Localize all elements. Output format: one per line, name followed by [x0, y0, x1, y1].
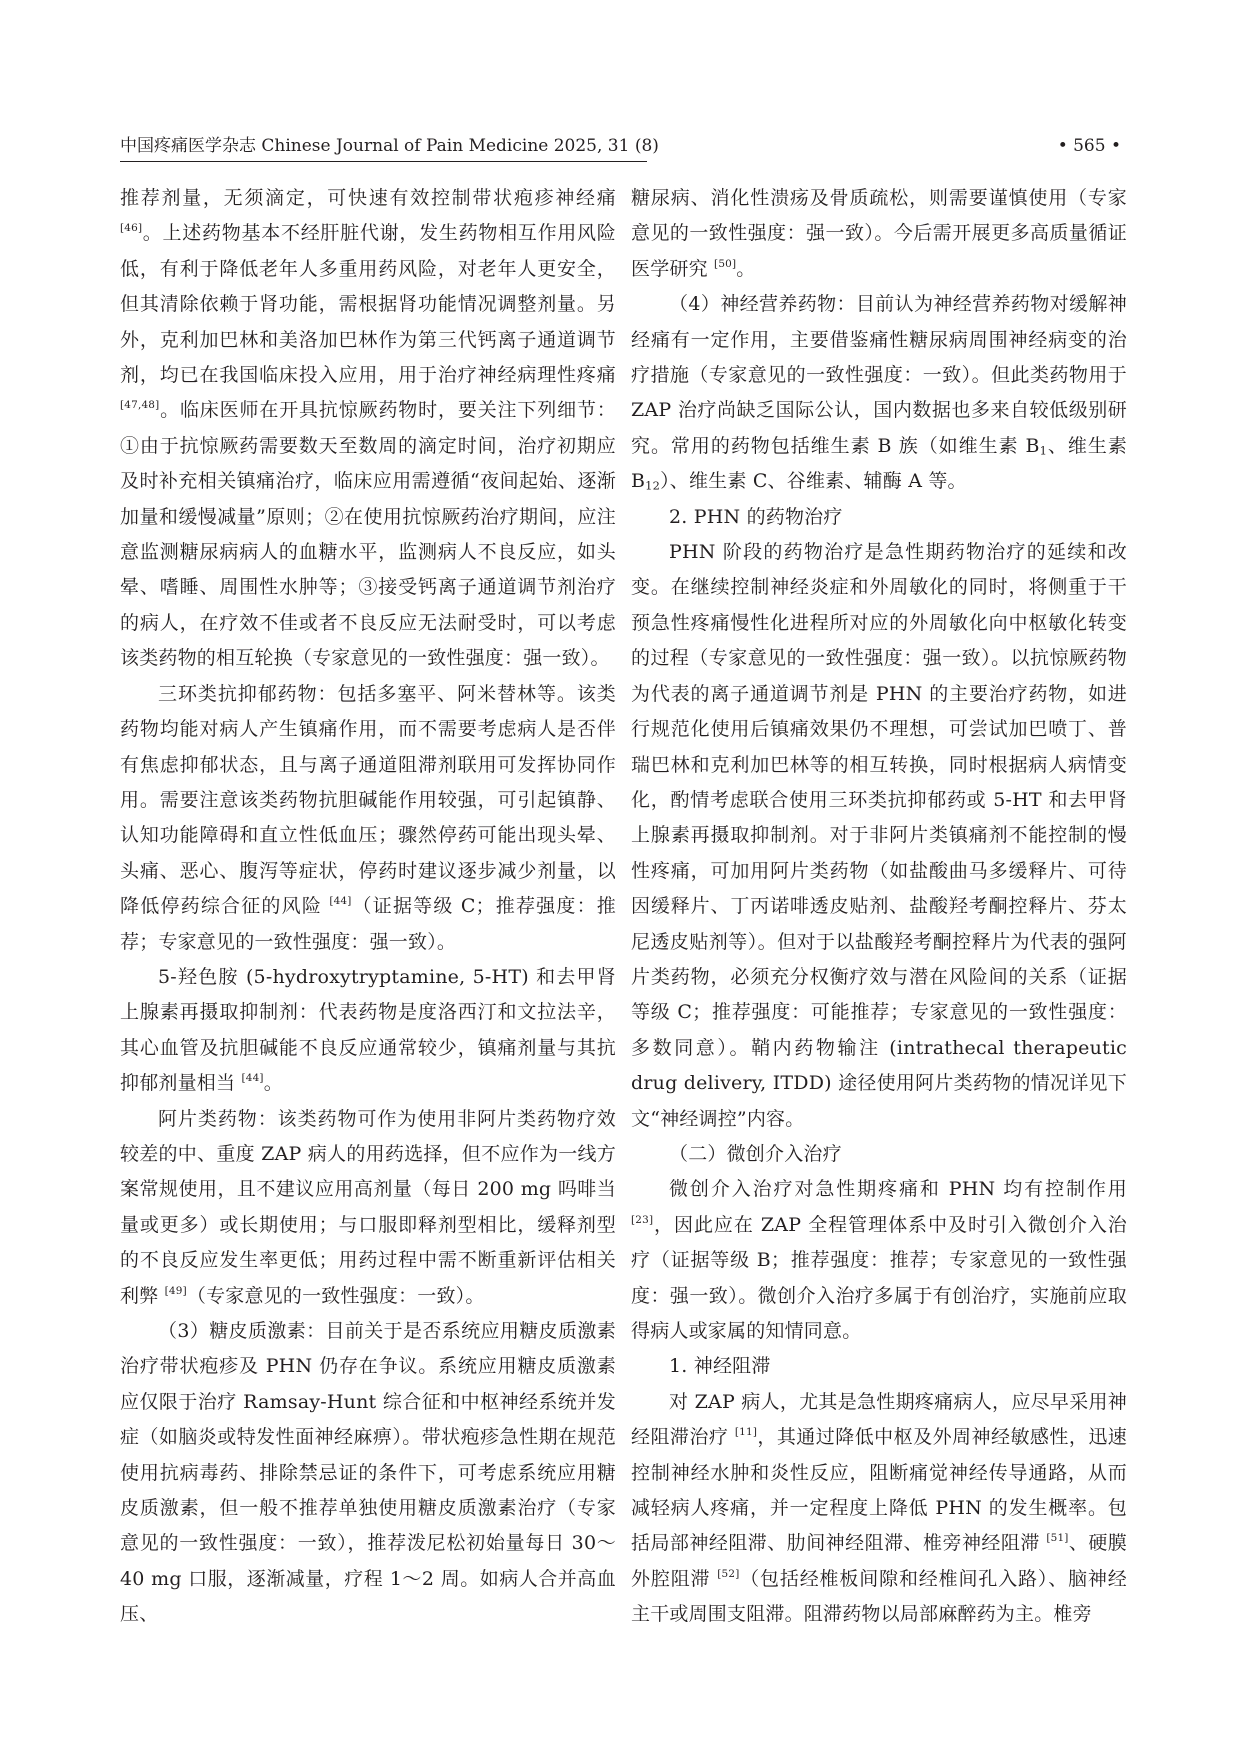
paragraph: [120, 1102, 616, 1314]
paragraph: [631, 181, 1127, 287]
citation-ref: [49]: [164, 1284, 187, 1297]
paragraph: [631, 287, 1127, 499]
text-run: 。临床医师在开具抗惊厥药物时，要关注下列细节：①由于抗惊厥药需要数天至数周的滴定时间，治疗初期应及时补充相关镇痛治疗，临床应用需遵循“夜间起始、逐渐加量和缓慢减量”原则；②在使用抗惊厥药治疗期间，应注意监测糖尿病病人的血糖水平，监测病人不良反应，如头晕、嗜睡、周围性水肿等；③接受钙离子通道调节剂治疗的病人，在疗效不佳或者不良反应无法耐受时，可以考虑该类药物的相互轮换（专家意见的一致性强度：强一致）。: [120, 399, 616, 670]
paragraph: [631, 1385, 1127, 1633]
paragraph: [120, 960, 616, 1102]
header-rule: [120, 161, 647, 162]
text-run: （证据等级 C；推荐强度：推荐；专家意见的一致性强度：强一致）。: [120, 895, 616, 953]
text-run: （包括经椎板间隙和经椎间孔入路）、脑神经主干或周围支阻滞。阻滞药物以局部麻醉药为主。椎旁: [631, 1567, 1127, 1626]
subscript: 12: [645, 478, 661, 493]
text-run: PHN 阶段的药物治疗是急性期药物治疗的延续和改变。在继续控制神经炎症和外周敏化的同时，将侧重于干预急性疼痛慢性化进程所对应的外周敏化向中枢敏化转变的过程（专家意见的一致性强度：强一致）。以抗惊厥药物为代表的离子通道调节剂是 PHN 的主要治疗药物，如进行规范化使用后镇痛效果仍不理想，可尝试加巴喷丁、普瑞巴林和克利加巴林等的相互转换，同时根据病人病情变化，酌情考虑联合使用三环类抗抑郁药或 5-HT 和去甲肾上腺素再摄取抑制剂。对于非阿片类镇痛剂不能控制的慢性疼痛，可加用阿片类药物（如盐酸曲马多缓释片、可待因缓释片、丁丙诺啡透皮贴剂、盐酸羟考酮控释片、芬太尼透皮贴剂等）。但对于以盐酸羟考酮控释片为代表的强阿片类药物，必须充分权衡疗效与潜在风险间的关系（证据等级 C；推荐强度：可能推荐；专家意见的一致性强度：多数同意）。鞘内药物输注 (intrathecal therapeutic drug delivery, ITDD) 途径使用阿片类药物的情况详见下文“神经调控”内容。: [631, 541, 1127, 1130]
citation-ref: [44]: [241, 1072, 264, 1085]
text-run: 。上述药物基本不经肝脏代谢，发生药物相互作用风险低，有利于降低老年人多重用药风险，对老年人更安全，但其清除依赖于肾功能，需根据肾功能情况调整剂量。另外，克利加巴林和美洛加巴林作为第三代钙离子通道调节剂，均已在我国临床投入应用，用于治疗神经病理性疼痛: [120, 222, 616, 387]
text-run: 对 ZAP 病人，尤其是急性期疼痛病人，应尽早采用神经阻滞治疗: [631, 1390, 1127, 1449]
page-number: • 565 •: [1057, 136, 1121, 156]
text-run: ，其通过降低中枢及外周神经敏感性，迅速控制神经水肿和炎性反应，阻断痛觉神经传导通路，从而减轻病人疼痛，并一定程度上降低 PHN 的发生概率。包括局部神经阻滞、肋间神经阻滞、椎旁神经阻滞: [631, 1426, 1127, 1555]
text-run: 2. PHN 的药物治疗: [669, 505, 843, 528]
text-run: 1. 神经阻滞: [669, 1355, 771, 1378]
text-run: （4）神经营养药物：目前认为神经营养药物对缓解神经痛有一定作用，主要借鉴痛性糖尿病周围神经病变的治疗措施（专家意见的一致性强度：一致）。但此类药物用于 ZAP 治疗尚缺乏国际公认，国内数据也多来自较低级别研究。常用的药物包括维生素 B 族（如维生素 B: [631, 293, 1127, 457]
paragraph: [120, 181, 616, 677]
right-column: [631, 181, 1127, 1633]
text-run: 微创介入治疗对急性期疼痛和 PHN 均有控制作用: [669, 1178, 1127, 1201]
text-run: 、硬膜外腔阻滞: [631, 1532, 1127, 1590]
subscript: 1: [1039, 443, 1048, 458]
citation-ref: [11]: [734, 1426, 758, 1439]
citation-ref: [52]: [717, 1568, 740, 1581]
citation-ref: [46]: [120, 222, 143, 235]
text-run: 5-羟色胺 (5-hydroxytryptamine, 5-HT) 和去甲肾上腺素再摄取抑制剂：代表药物是度洛西汀和文拉法辛，其心血管及抗胆碱能不良反应通常较少，镇痛剂量与其抗抑郁剂量相当: [120, 965, 616, 1095]
journal-title: 中国疼痛医学杂志 Chinese Journal of Pain Medicine 2025, 31 (8): [120, 136, 659, 156]
citation-ref: [23]: [631, 1213, 654, 1226]
paragraph: [631, 1349, 1127, 1384]
paragraph: [120, 677, 616, 960]
text-run: 、维生素 B: [631, 434, 1127, 493]
paragraph: [631, 535, 1127, 1137]
text-run: 阿片类药物：该类药物可作为使用非阿片类药物疗效较差的中、重度 ZAP 病人的用药选择，但不应作为一线方案常规使用，且不建议应用高剂量（每日 200 mg 吗啡当量或更多）或长期使用；与口服即释剂型相比，缓释剂型的不良反应发生率更低；用药过程中需不断重新评估相关利弊: [120, 1107, 616, 1307]
text-run: ）、维生素 C、谷维素、辅酶 A 等。: [660, 470, 967, 493]
citation-ref: [44]: [329, 895, 352, 908]
paragraph: [631, 1172, 1127, 1349]
text-run: 三环类抗抑郁药物：包括多塞平、阿米替林等。该类药物均能对病人产生镇痛作用，而不需要考虑病人是否伴有焦虑抑郁状态，且与离子通道阻滞剂联用可发挥协同作用。需要注意该类药物抗胆碱能作用较强，可引起镇静、认知功能障碍和直立性低血压；骤然停药可能出现头晕、头痛、恶心、腹泻等症状，停药时建议逐步减少剂量，以降低停药综合征的风险: [120, 682, 616, 918]
text-run: 糖尿病、消化性溃疡及骨质疏松，则需要谨慎使用（专家意见的一致性强度：强一致）。今后需开展更多高质量循证医学研究: [631, 187, 1127, 280]
text-run: （专家意见的一致性强度：一致）。: [186, 1284, 485, 1307]
text-run: 。: [263, 1072, 283, 1095]
citation-ref: [51]: [1046, 1532, 1069, 1545]
paragraph: [631, 500, 1127, 535]
citation-ref: [50]: [714, 257, 737, 270]
paragraph: [120, 1314, 616, 1633]
text-run: ，因此应在 ZAP 全程管理体系中及时引入微创介入治疗（证据等级 B；推荐强度：推荐；专家意见的一致性强度：强一致）。微创介入治疗多属于有创治疗，实施前应取得病人或家属的知情同意。: [631, 1213, 1127, 1342]
text-run: （3）糖皮质激素：目前关于是否系统应用糖皮质激素治疗带状疱疹及 PHN 仍存在争议。系统应用糖皮质激素应仅限于治疗 Ramsay-Hunt 综合征和中枢神经系统并发症（如脑炎或特发性面神经麻痹）。带状疱疹急性期在规范使用抗病毒药、排除禁忌证的条件下，可考虑系统应用糖皮质激素，但一般不推荐单独使用糖皮质激素治疗（专家意见的一致性强度：一致），推荐泼尼松初始量每日 30～40 mg 口服，逐渐减量，疗程 1～2 周。如病人合并高血压、: [120, 1320, 616, 1626]
text-run: 。: [736, 257, 756, 280]
text-run: 推荐剂量，无须滴定，可快速有效控制带状疱疹神经痛: [120, 187, 616, 209]
running-header: [120, 134, 1121, 160]
left-column: [120, 181, 616, 1633]
text-run: （二）微创介入治疗: [669, 1142, 842, 1165]
paragraph: [631, 1137, 1127, 1172]
citation-ref: [47,48]: [120, 399, 160, 412]
